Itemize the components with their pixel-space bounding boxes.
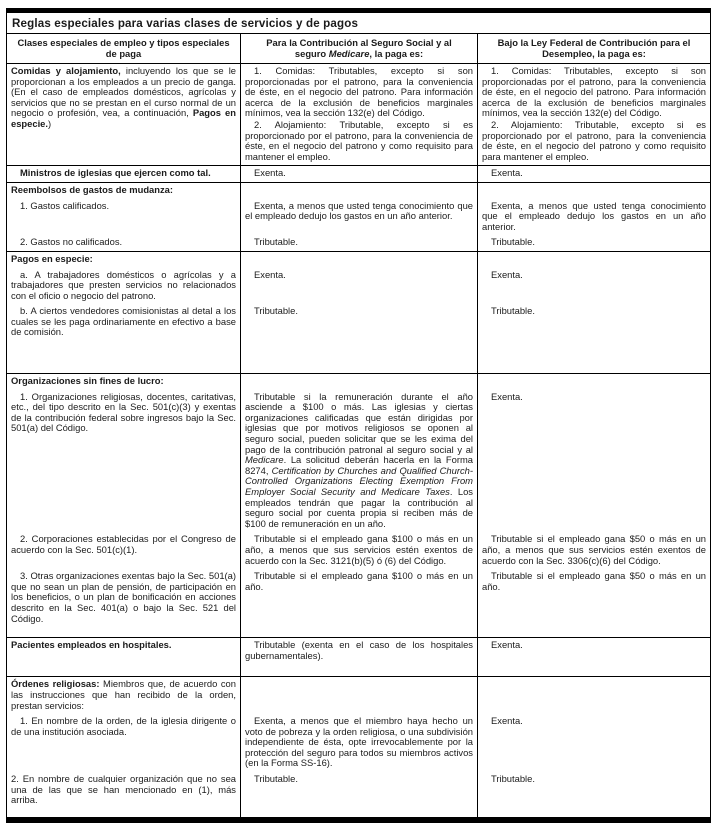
table-title: Reglas especiales para varias clases de servicios y de pagos — [7, 13, 710, 34]
cell-organizaciones-sin-fines-de-lucro-r1-c0 — [7, 390, 240, 533]
paragraph — [11, 679, 236, 711]
text: Exenta, a menos que el miembro haya hecho un voto de pobreza y la orden religiosa, o una subdivisión independiente de ésta, opte irrevocablemente por la protección del seguro para todos su miembros activos (en la Forma SS-16). — [245, 715, 473, 769]
text: 2. Gastos no calificados. — [20, 236, 123, 248]
paragraph — [245, 716, 473, 769]
cell-ministros-r0-c1 — [240, 166, 477, 182]
paragraph — [11, 774, 236, 806]
text: Exenta. — [491, 639, 523, 651]
text: 2. Corporaciones establecidas por el Congreso de acuerdo con la Sec. 501(c)(1). — [11, 533, 236, 555]
cell-ordenes-religiosas-r3-c1 — [240, 809, 477, 817]
text: incluyendo los que se le proporcionan a los empleados a un precio de ganga. (En el caso de empleados domésticos, agrícolas y servicios que no se prestan en el curso normal de un negocio o profesión, vea, a continuación, — [11, 65, 236, 119]
paragraph — [482, 534, 706, 566]
cell-ministros-r0-c0 — [7, 166, 240, 182]
paragraph — [245, 534, 473, 566]
bold-text: Pagos en especie: — [11, 252, 93, 264]
cell-reembolsos-mudanza-r0-c0 — [7, 183, 240, 199]
paragraph — [482, 640, 706, 651]
cell-pacientes-hospitales-r0-c1 — [240, 638, 477, 664]
paragraph — [482, 716, 706, 727]
paragraph — [245, 237, 473, 248]
cell-pagos-en-especie-r1-c1 — [240, 268, 477, 305]
text: Tributable. — [491, 236, 535, 248]
paragraph — [245, 168, 473, 179]
cell-pacientes-hospitales-r1-c1 — [240, 664, 477, 676]
paragraph — [482, 306, 706, 317]
section-comidas-y-alojamiento — [7, 64, 710, 166]
paragraph — [245, 392, 473, 530]
paragraph — [482, 270, 706, 281]
cell-reembolsos-mudanza-r2-c1 — [240, 235, 477, 251]
paragraph — [482, 168, 706, 179]
cell-pagos-en-especie-r2-c2 — [477, 304, 710, 341]
paragraph — [482, 66, 706, 119]
paragraph — [245, 201, 473, 222]
cell-reembolsos-mudanza-r1-c2 — [477, 199, 710, 236]
paragraph — [482, 774, 706, 785]
paragraph — [482, 120, 706, 162]
section-reembolsos-mudanza — [7, 183, 710, 252]
rules-table-document — [6, 8, 711, 823]
cell-reembolsos-mudanza-r1-c0 — [7, 199, 240, 236]
bold-text: Pacientes empleados en hospitales. — [11, 639, 172, 651]
section-organizaciones-sin-fines-de-lucro — [7, 374, 710, 638]
text: Tributable si la remuneración durante el año asciende a $100 o más. Las iglesias y ciertas organizaciones calificadas que están dirigidas por iglesias que por motivos religiosos se oponen al seguro social, pueden solicitar que se les exima del pago de la contribución patronal al seguro social y al — [245, 390, 473, 455]
paragraph — [245, 66, 473, 119]
cell-pagos-en-especie-r1-c0 — [7, 268, 240, 305]
section-ministros — [7, 166, 710, 183]
paragraph — [245, 774, 473, 785]
bold-text: Órdenes religiosas: — [11, 678, 100, 690]
text: Tributable si el empleado gana $100 o más en un año. — [245, 570, 473, 592]
text: 1. En nombre de la orden, de la iglesia dirigente o de una institución asociada. — [11, 715, 236, 737]
cell-reembolsos-mudanza-r0-c2 — [477, 183, 710, 199]
text: Exenta. — [491, 167, 523, 179]
cell-pagos-en-especie-r2-c0 — [7, 304, 240, 341]
paragraph — [482, 392, 706, 403]
cell-organizaciones-sin-fines-de-lucro-r4-c1 — [240, 627, 477, 637]
text: . Los empleados tendrán que pagar la contribución al seguro social por cuenta propia si reciben más de $100 de remuneración en un año. — [245, 486, 473, 529]
paragraph — [245, 571, 473, 592]
text: Exenta, a menos que usted tenga conocimiento que el empleado dedujo los gastos en un año anterior. — [482, 199, 706, 232]
text: Tributable. — [254, 305, 298, 317]
cell-pacientes-hospitales-r0-c0 — [7, 638, 240, 664]
header-text: , la paga es: — [369, 48, 424, 59]
paragraph — [11, 168, 236, 179]
cell-ordenes-religiosas-r1-c1 — [240, 714, 477, 772]
cell-comidas-y-alojamiento-r0-c1 — [240, 64, 477, 165]
cell-reembolsos-mudanza-r0-c1 — [240, 183, 477, 199]
paragraph — [11, 270, 236, 302]
paragraph — [482, 237, 706, 248]
text: Exenta. — [254, 167, 286, 179]
text: Tributable. — [491, 305, 535, 317]
cell-comidas-y-alojamiento-r0-c0 — [7, 64, 240, 165]
bold-text: Ministros de iglesias que ejercen como tal. — [20, 167, 211, 179]
cell-pacientes-hospitales-r0-c2 — [477, 638, 710, 664]
text: Tributable (exenta en el caso de los hospitales gubernamentales). — [245, 639, 473, 661]
cell-pagos-en-especie-r1-c2 — [477, 268, 710, 305]
text: Exenta, a menos que usted tenga conocimiento que el empleado dedujo los gastos en un año anterior. — [245, 199, 473, 222]
paragraph — [11, 716, 236, 737]
paragraph — [11, 376, 236, 387]
paragraph — [11, 201, 236, 212]
bold-text: Reembolsos de gastos de mudanza: — [11, 183, 174, 195]
section-pacientes-hospitales — [7, 638, 710, 677]
text: 2. En nombre de cualquier organización que no sea una de las que se han mencionado en (1), más arriba. — [11, 773, 236, 806]
section-pagos-en-especie — [7, 252, 710, 374]
cell-ordenes-religiosas-r3-c2 — [477, 809, 710, 817]
bold-text: Organizaciones sin fines de lucro: — [11, 375, 164, 387]
cell-pagos-en-especie-r2-c1 — [240, 304, 477, 341]
cell-organizaciones-sin-fines-de-lucro-r3-c1 — [240, 569, 477, 627]
cell-organizaciones-sin-fines-de-lucro-r0-c1 — [240, 374, 477, 390]
text: ) — [48, 117, 52, 129]
cell-comidas-y-alojamiento-r0-c2 — [477, 64, 710, 165]
italic-text: Medicare — [245, 454, 284, 466]
cell-ordenes-religiosas-r2-c0 — [7, 772, 240, 809]
column-header-employment-classes: Clases especiales de empleo y tipos especiales de paga — [17, 37, 230, 59]
cell-reembolsos-mudanza-r2-c0 — [7, 235, 240, 251]
cell-pagos-en-especie-r3-c0 — [7, 341, 240, 373]
cell-ordenes-religiosas-r0-c2 — [477, 677, 710, 714]
cell-ordenes-religiosas-r2-c1 — [240, 772, 477, 809]
cell-pacientes-hospitales-r1-c2 — [477, 664, 710, 676]
cell-ordenes-religiosas-r2-c2 — [477, 772, 710, 809]
cell-ordenes-religiosas-r0-c0 — [7, 677, 240, 714]
cell-ordenes-religiosas-r0-c1 — [240, 677, 477, 714]
paragraph — [11, 66, 236, 130]
text: Exenta. — [491, 390, 523, 402]
paragraph — [11, 185, 236, 196]
text: 2. Alojamiento: Tributable, excepto si es proporcionado por el patrono, para la conveniencia de éste, en el negocio del patrono y como requisito para mantener el empleo. — [245, 118, 473, 162]
bold-text: Comidas y alojamiento, — [11, 65, 121, 76]
cell-organizaciones-sin-fines-de-lucro-r4-c2 — [477, 627, 710, 637]
paragraph — [245, 306, 473, 317]
paragraph — [245, 270, 473, 281]
text: Tributable si el empleado gana $50 o más en un año, a menos que sus servicios estén exentos de acuerdo con la Sec. 3306(c)(6) del Código. — [482, 533, 706, 566]
header-text: Para la Contribución al Seguro Social y al seguro — [266, 37, 452, 59]
text: b. A ciertos vendedores comisionistas al detal a los cuales se les paga ordinariamente en efectivo a base de comisión. — [11, 305, 236, 338]
paragraph — [482, 201, 706, 233]
paragraph — [245, 640, 473, 661]
medicare-italic-text: Medicare — [328, 48, 370, 59]
text: Exenta. — [254, 268, 286, 280]
text: 1. Gastos calificados. — [20, 199, 110, 211]
text: Tributable. — [491, 773, 535, 785]
cell-pacientes-hospitales-r1-c0 — [7, 664, 240, 676]
paragraph — [245, 120, 473, 162]
paragraph — [11, 534, 236, 555]
text: Tributable si el empleado gana $100 o más en un año, a menos que sus servicios estén exentos de acuerdo con la Sec. 3121(b)(5) ó (6) del Código. — [245, 533, 473, 566]
cell-organizaciones-sin-fines-de-lucro-r2-c1 — [240, 532, 477, 569]
cell-pagos-en-especie-r3-c2 — [477, 341, 710, 373]
paragraph — [11, 237, 236, 248]
italic-text: Certification by Churches and Qualified Church-Controlled Organizations Electing Exemption From Employer Social Security and Medicare Taxes — [245, 464, 473, 497]
cell-ordenes-religiosas-r1-c2 — [477, 714, 710, 772]
section-ordenes-religiosas — [7, 677, 710, 818]
text: Tributable. — [254, 236, 298, 248]
paragraph — [482, 571, 706, 592]
cell-organizaciones-sin-fines-de-lucro-r0-c0 — [7, 374, 240, 390]
cell-organizaciones-sin-fines-de-lucro-r1-c2 — [477, 390, 710, 533]
cell-organizaciones-sin-fines-de-lucro-r0-c2 — [477, 374, 710, 390]
cell-organizaciones-sin-fines-de-lucro-r4-c0 — [7, 627, 240, 637]
paragraph — [11, 254, 236, 265]
cell-ordenes-religiosas-r3-c0 — [7, 809, 240, 817]
cell-reembolsos-mudanza-r2-c2 — [477, 235, 710, 251]
text: a. A trabajadores domésticos o agrícolas y a trabajadores que presten servicios no relacionados con el oficio o negocio del patrono. — [11, 268, 236, 301]
column-header-social-security-medicare — [240, 34, 477, 63]
cell-ministros-r0-c2 — [477, 166, 710, 182]
text: Tributable si el empleado gana $50 o más en un año. — [482, 570, 706, 592]
text: Exenta. — [491, 268, 523, 280]
text: 1. Organizaciones religiosas, docentes, caritativas, etc., del tipo descrito en la Sec. 501(c)(3) y exentas de la contribución federal sobre ingresos bajo la Sec. 501(a) del Código. — [11, 390, 236, 434]
column-header-futa: Bajo la Ley Federal de Contribución para el Desempleo, la paga es: — [477, 34, 710, 63]
paragraph — [11, 392, 236, 434]
cell-ordenes-religiosas-r1-c0 — [7, 714, 240, 772]
cell-reembolsos-mudanza-r1-c1 — [240, 199, 477, 236]
text: 1. Comidas: Tributables, excepto si son proporcionadas por el patrono, para la conveniencia de éste, en el negocio del patrono. Para información acerca de la exclusión de beneficios marginales mínimos, vea la sección 132(e) del Código. — [245, 65, 473, 119]
table-body — [7, 64, 710, 818]
cell-pagos-en-especie-r0-c1 — [240, 252, 477, 268]
paragraph — [11, 571, 236, 624]
cell-pagos-en-especie-r3-c1 — [240, 341, 477, 373]
text: . La solicitud deberán hacerla en la Forma 8274, — [245, 454, 473, 476]
paragraph — [11, 640, 236, 651]
cell-pagos-en-especie-r0-c2 — [477, 252, 710, 268]
cell-organizaciones-sin-fines-de-lucro-r3-c0 — [7, 569, 240, 627]
cell-organizaciones-sin-fines-de-lucro-r1-c1 — [240, 390, 477, 533]
text: 1. Comidas: Tributables, excepto si son proporcionadas por el patrono, para la conveniencia de éste, en el negocio del patrono. Para información acerca de la exclusión de beneficios marginales mínimos, vea la sección 132(e) del Código. — [482, 65, 706, 119]
table-header-row — [7, 34, 710, 64]
cell-organizaciones-sin-fines-de-lucro-r2-c0 — [7, 532, 240, 569]
bold-text: Pagos en especie. — [11, 107, 236, 129]
text: Exenta. — [491, 715, 523, 727]
paragraph — [11, 306, 236, 338]
cell-organizaciones-sin-fines-de-lucro-r3-c2 — [477, 569, 710, 627]
text: 2. Alojamiento: Tributable, excepto si es proporcionado por el patrono, para la conveniencia de éste, en el negocio del patrono y como requisito para mantener el empleo. — [482, 118, 706, 162]
text: Miembros que, de acuerdo con las instrucciones que han recibido de la orden, prestan servicios: — [11, 678, 236, 711]
cell-organizaciones-sin-fines-de-lucro-r2-c2 — [477, 532, 710, 569]
text: 3. Otras organizaciones exentas bajo la Sec. 501(a) que no sean un plan de pensión, de participación en los beneficios, o un plan de bonificación en acciones descrito en la Sec. 401(a) o bajo la Sec. 521 del Código. — [11, 570, 236, 624]
cell-pagos-en-especie-r0-c0 — [7, 252, 240, 268]
text: Tributable. — [254, 773, 298, 785]
